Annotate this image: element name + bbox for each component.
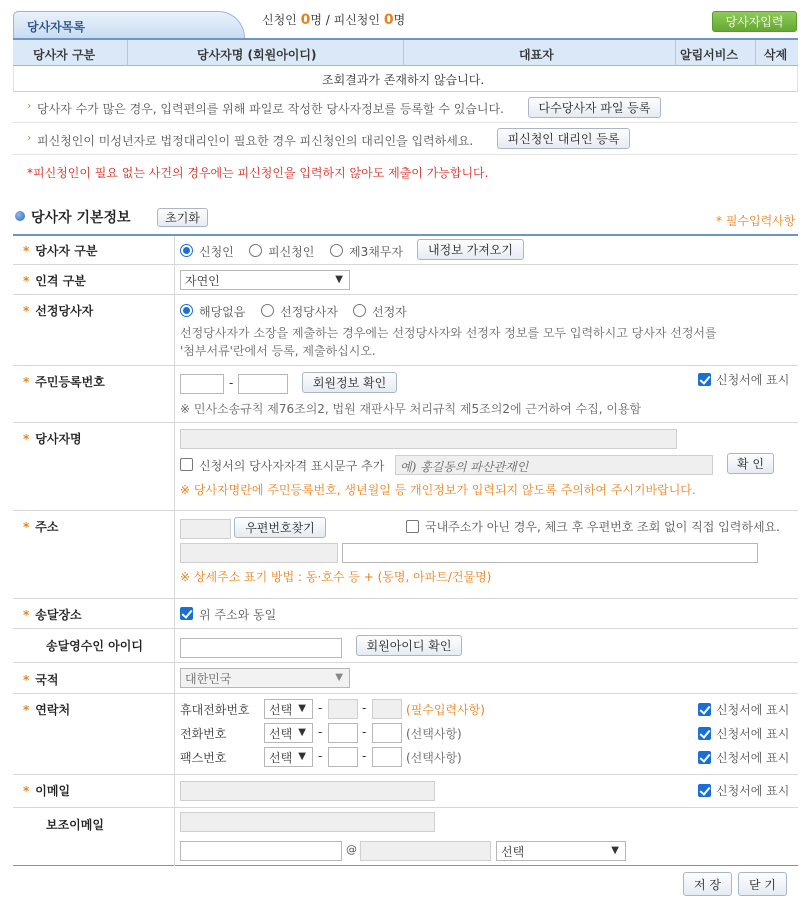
chevron-down-icon: ▼ [298,727,306,738]
verify-member-id-button[interactable]: 회원아이디 확인 [356,635,462,656]
party-list-title: 당사자목록 [27,20,85,34]
mobile-mid-input[interactable] [328,699,358,719]
phone-optional-hint: (선택사항) [406,727,462,741]
sub-email-display[interactable] [180,812,435,832]
mobile-prefix-select[interactable]: 선택 ▼ [264,699,313,719]
rrn-front-input[interactable] [180,374,224,394]
designated-help-line1: 선정당사자가 소장을 제출하는 경우에는 선정당사자와 선정자 정보를 모두 입력하시고 당사자 선정서를 [180,326,717,340]
address-base-input[interactable] [180,543,338,563]
save-button[interactable]: 저 장 [683,872,732,896]
col-party-type: 당사자 구분 [33,48,96,62]
chevron-down-icon: ▼ [335,274,343,285]
fax-show-checkbox[interactable] [698,751,711,764]
foreign-address-checkbox[interactable] [406,520,419,533]
recipient-id-label: 송달영수인 아이디 [46,639,143,653]
phone-label: 전화번호 [180,727,227,741]
designated-label: * 선정당사자 [23,304,94,318]
radio-applicant[interactable] [180,244,193,257]
party-name-privacy-note: ※ 당사자명란에 주민등록번호, 생년월일 등 개인정보가 입력되지 않도록 주의하여 주시기바랍니다. [180,483,696,497]
fax-optional-hint: (선택사항) [406,751,462,765]
mobile-show-checkbox[interactable] [698,703,711,716]
load-my-info-button[interactable]: 내정보 가져오기 [417,239,524,260]
person-type-label: * 인격 구분 [23,274,86,288]
party-name-label: * 당사자명 [23,432,82,446]
phone-prefix-select[interactable]: 선택 ▼ [264,723,313,743]
address-label: * 주소 [23,520,59,534]
rrn-back-input[interactable] [238,374,288,394]
col-representative: 대표자 [519,48,554,62]
qualification-checkbox[interactable] [180,458,193,471]
radio-none[interactable] [180,304,193,317]
close-button[interactable]: 닫 기 [738,872,787,896]
phone-show-checkbox[interactable] [698,727,711,740]
sub-email-domain-select[interactable]: 선택 ▼ [496,841,626,861]
rrn-label: * 주민등록번호 [23,375,105,389]
address-format-note: ※ 상세주소 표기 방법 : 동·호수 등 + (동명, 아파트/건물명) [180,570,492,584]
radio-respondent[interactable] [249,244,262,257]
party-list-tab [13,11,245,38]
chevron-down-icon: ▼ [298,703,306,714]
rrn-legal-note: ※ 민사소송규칙 제76조의2, 법원 재판사무 처리규칙 제5조의2에 근거하여 수집, 이용함 [180,402,642,416]
postal-search-button[interactable]: 우편번호찾기 [234,517,326,538]
applicant-count: 0 [300,12,311,28]
mobile-label: 휴대전화번호 [180,703,250,717]
radio-designator[interactable] [353,304,366,317]
empty-result-text: 조회결과가 존재하지 않습니다. [322,73,485,87]
col-delete: 삭제 [764,48,788,62]
col-notification: 알림서비스 [680,48,738,62]
respondent-count: 0 [383,12,394,28]
fax-last-input[interactable] [372,747,402,767]
party-count: 신청인 0명 / 피신청인 0명 [262,12,406,28]
chevron-down-icon: ▼ [335,672,343,683]
fax-label: 팩스번호 [180,751,227,765]
section-bullet-icon [15,211,25,221]
respondent-agent-button[interactable]: 피신청인 대리인 등록 [497,128,630,149]
verify-member-info-button[interactable]: 회원정보 확인 [302,372,397,393]
qualification-input[interactable]: 예) 홍길동의 파산관재인 [395,455,713,475]
postal-code-input[interactable] [180,519,231,539]
fax-prefix-select[interactable]: 선택 ▼ [264,747,313,767]
required-note: * 필수입력사항 [716,214,796,228]
contact-label: * 연락처 [23,703,71,717]
sub-email-local-input[interactable] [180,841,342,861]
sub-email-domain-input[interactable] [360,841,491,861]
form-title: 당사자 기본정보 [31,210,131,226]
radio-designated-party[interactable] [261,304,274,317]
email-show-checkbox[interactable] [698,784,711,797]
mobile-required-hint: (필수입력사항) [406,703,485,717]
notice-bulk-text: 당사자 수가 많은 경우, 입력편의를 위해 파일로 작성한 당사자정보를 등록할 수 있습니다. [37,102,504,116]
designated-help-line2: '첨부서류'란에서 등록, 제출하십시오. [180,344,376,358]
nationality-select[interactable]: 대한민국 ▼ [180,668,350,688]
delivery-label: * 송달장소 [23,608,82,622]
email-label: * 이메일 [23,784,71,798]
address-detail-input[interactable] [342,543,758,563]
respondent-optional-warning: *피신청인이 필요 없는 사건의 경우에는 피신청인을 입력하지 않아도 제출이 가능합니다. [27,166,489,180]
same-address-checkbox[interactable] [180,607,193,620]
sub-email-label: 보조이메일 [46,818,104,832]
phone-last-input[interactable] [372,723,402,743]
recipient-id-input[interactable] [180,638,342,658]
phone-mid-input[interactable] [328,723,358,743]
party-type-label: * 당사자 구분 [23,244,98,258]
nationality-label: * 국적 [23,673,59,687]
add-party-button[interactable]: 당사자입력 [712,11,797,32]
email-input[interactable] [180,781,435,801]
fax-mid-input[interactable] [328,747,358,767]
rrn-show-checkbox[interactable] [698,373,711,386]
radio-third-debtor[interactable] [330,244,343,257]
notice-agent-text: 피신청인이 미성년자로 법정대리인이 필요한 경우 피신청인의 대리인을 입력하세요. [37,134,474,148]
party-name-input[interactable] [180,429,677,449]
notice-arrow-icon: › [27,99,32,112]
reset-button[interactable]: 초기화 [157,208,208,227]
col-party-name: 당사자명 (회원아이디) [197,48,317,62]
empty-row [13,66,798,92]
party-table-header [13,38,798,66]
chevron-down-icon: ▼ [298,751,306,762]
notice-arrow-icon: › [27,131,32,144]
bulk-party-upload-button[interactable]: 다수당사자 파일 등록 [528,97,661,118]
qualification-confirm-button[interactable]: 확 인 [727,453,774,474]
person-type-select[interactable]: 자연인 ▼ [180,270,350,290]
chevron-down-icon: ▼ [611,845,619,856]
mobile-last-input[interactable] [372,699,402,719]
